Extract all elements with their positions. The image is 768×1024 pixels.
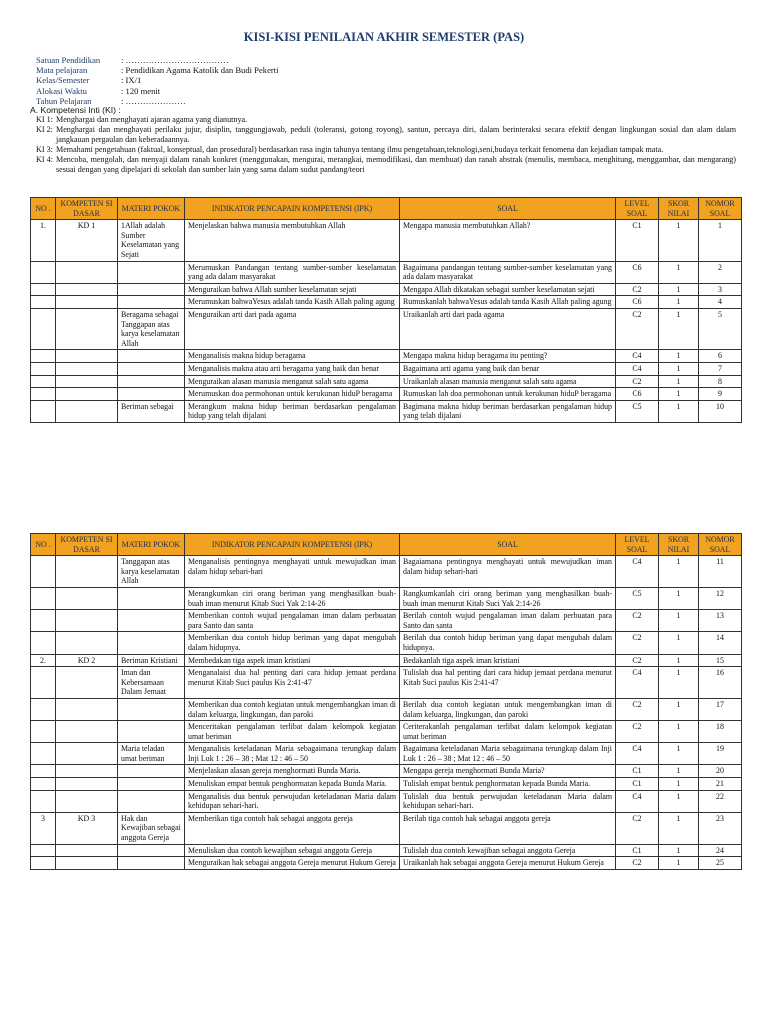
table-row: [31, 362, 742, 375]
materi-cell: Hak dan Kewajiban sebagai anggota Gereja: [118, 812, 185, 844]
meta-row: Mata pelajaran : Pendidikan Agama Katolik dan Budi Pekerti: [36, 65, 279, 76]
kd-cell: [56, 790, 118, 812]
nomor-cell: 9: [699, 388, 742, 401]
no-cell: [31, 765, 56, 778]
col-soal-header: SOAL: [400, 534, 616, 556]
kd-cell: [56, 308, 118, 349]
skor-cell: 1: [659, 388, 699, 401]
table-row: [31, 778, 742, 791]
ipk-cell: Menganalisis keteladanan Maria sebagaimana terungkap dalam Inji Luk 1 : 26 – 38 ; Mat 12 : 46 – 50: [185, 743, 400, 765]
ipk-cell: Memberikan tiga contoh hak sebagai anggota gereja: [185, 812, 400, 844]
skor-cell: 1: [659, 654, 699, 667]
kd-cell: [56, 610, 118, 632]
ipk-cell: Menguraikan bahwa Allah sumber keselamatan sejati: [185, 283, 400, 296]
kd-cell: [56, 283, 118, 296]
soal-cell: Bagaimana arti agama yang baik dan benar: [400, 362, 616, 375]
skor-cell: 1: [659, 261, 699, 283]
col-materi-header: MATERI POKOK: [118, 198, 185, 220]
soal-cell: Mengapa makna hidup beragama itu penting?: [400, 350, 616, 363]
col-ipk-header: INDIKATOR PENCAPAIN KOMPETENSI (IPK): [185, 534, 400, 556]
ipk-cell: Menganalisis makna atau arti beragama yang baik dan benar: [185, 362, 400, 375]
no-cell: [31, 296, 56, 309]
kisi-table-1: [30, 197, 742, 423]
nomor-cell: 14: [699, 632, 742, 654]
no-cell: [31, 632, 56, 654]
ki-heading: A. Kompetensi Inti (KI) :: [30, 105, 121, 115]
table-row: [31, 765, 742, 778]
ipk-cell: Menjelaskan alasan gereja menghormati Bunda Maria.: [185, 765, 400, 778]
no-cell: [31, 667, 56, 699]
materi-cell: [118, 375, 185, 388]
ipk-cell: Menganalaisi dua hal penting dari cara hidup jemaat perdana menurut Kitab Suci paulus Kis 2:41-47: [185, 667, 400, 699]
no-cell: [31, 556, 56, 588]
ipk-cell: Merangkumkan ciri orang beriman yang menghasilkan buah-buah iman menurut Kitab Suci Yak 2:14-26: [185, 587, 400, 609]
col-level-header: LEVEL SOAL: [616, 198, 659, 220]
soal-cell: Tulislah empat bentuk penghormatan kepada Bunda Maria.: [400, 778, 616, 791]
ipk-cell: Menguraikan alasan manusia menganut salah satu agama: [185, 375, 400, 388]
materi-cell: [118, 857, 185, 870]
materi-cell: Beriman sebagai: [118, 400, 185, 422]
skor-cell: 1: [659, 632, 699, 654]
nomor-cell: 12: [699, 587, 742, 609]
table-row: [31, 654, 742, 667]
ipk-cell: Memberikan dua contoh kegiatan untuk mengembangkan iman di dalam keluarga, lingkungan, dan paroki: [185, 698, 400, 720]
no-cell: [31, 375, 56, 388]
ipk-cell: Menguraikan hak sebagai anggota Gereja menurut Hukum Gereja: [185, 857, 400, 870]
level-cell: C2: [616, 721, 659, 743]
ipk-cell: Menjelaskan bahwa manusia membutuhkan Allah: [185, 220, 400, 261]
materi-cell: Maria teladan umat beriman: [118, 743, 185, 765]
no-cell: [31, 844, 56, 857]
soal-cell: Bagaimana keteladanan Maria sebagaimana terungkap dalam Inji Luk 1 : 26 – 38 ; Mat 12 : 46 – 50: [400, 743, 616, 765]
materi-cell: [118, 844, 185, 857]
soal-cell: Rumuskan lah doa permohonan untuk kerukunan hiduP beragama: [400, 388, 616, 401]
table-row: [31, 857, 742, 870]
nomor-cell: 5: [699, 308, 742, 349]
table-row: [31, 388, 742, 401]
table-row: [31, 610, 742, 632]
nomor-cell: 4: [699, 296, 742, 309]
soal-cell: Rangkumkanlah ciri orang beriman yang menghasilkan buah-buah iman menurut Kitab Suci Yak 2:14-26: [400, 587, 616, 609]
no-cell: [31, 857, 56, 870]
nomor-cell: 20: [699, 765, 742, 778]
skor-cell: 1: [659, 698, 699, 720]
materi-cell: [118, 721, 185, 743]
table-row: [31, 350, 742, 363]
materi-cell: [118, 632, 185, 654]
kd-cell: KD 2: [56, 654, 118, 667]
kd-cell: [56, 765, 118, 778]
skor-cell: 1: [659, 220, 699, 261]
level-cell: C1: [616, 844, 659, 857]
table-row: [31, 261, 742, 283]
nomor-cell: 15: [699, 654, 742, 667]
level-cell: C1: [616, 220, 659, 261]
no-cell: [31, 388, 56, 401]
skor-cell: 1: [659, 721, 699, 743]
nomor-cell: 17: [699, 698, 742, 720]
col-materi-header: MATERI POKOK: [118, 534, 185, 556]
kd-cell: KD 1: [56, 220, 118, 261]
level-cell: C1: [616, 765, 659, 778]
level-cell: C2: [616, 698, 659, 720]
skor-cell: 1: [659, 610, 699, 632]
level-cell: C4: [616, 790, 659, 812]
materi-cell: [118, 388, 185, 401]
skor-cell: 1: [659, 857, 699, 870]
level-cell: C4: [616, 667, 659, 699]
table-row: [31, 375, 742, 388]
no-cell: [31, 362, 56, 375]
skor-cell: 1: [659, 812, 699, 844]
kd-cell: [56, 778, 118, 791]
col-kd-header: KOMPETEN SI DASAR: [56, 534, 118, 556]
ipk-cell: Memberikan dua contoh hidup beriman yang dapat mengubah dalam hidupnya.: [185, 632, 400, 654]
nomor-cell: 3: [699, 283, 742, 296]
level-cell: C5: [616, 587, 659, 609]
table-body: [31, 220, 742, 423]
nomor-cell: 25: [699, 857, 742, 870]
level-cell: C2: [616, 308, 659, 349]
materi-cell: [118, 698, 185, 720]
skor-cell: 1: [659, 790, 699, 812]
no-cell: [31, 698, 56, 720]
table-row: [31, 790, 742, 812]
level-cell: C4: [616, 743, 659, 765]
soal-cell: Uraikanlah hak sebagai anggota Gereja menurut Hukum Gereja: [400, 857, 616, 870]
ipk-cell: Menuliskan empat bentuk penghormatan kepada Bunda Maria.: [185, 778, 400, 791]
level-cell: C4: [616, 362, 659, 375]
no-cell: [31, 610, 56, 632]
table-row: [31, 721, 742, 743]
no-cell: [31, 743, 56, 765]
table-row: [31, 812, 742, 844]
col-no-header: NO .: [31, 534, 56, 556]
skor-cell: 1: [659, 362, 699, 375]
no-cell: [31, 400, 56, 422]
materi-cell: [118, 610, 185, 632]
skor-cell: 1: [659, 743, 699, 765]
level-cell: C2: [616, 283, 659, 296]
table-row: [31, 632, 742, 654]
table-header-row: [31, 534, 742, 556]
col-soal-header: SOAL: [400, 198, 616, 220]
table-row: [31, 220, 742, 261]
kd-cell: [56, 350, 118, 363]
table-row: [31, 743, 742, 765]
kd-cell: [56, 556, 118, 588]
nomor-cell: 13: [699, 610, 742, 632]
ipk-cell: Menganalisis dua bentuk perwujudan keteladanan Maria dalam kehidupan sehari-hari.: [185, 790, 400, 812]
level-cell: C4: [616, 350, 659, 363]
table-row: [31, 308, 742, 349]
ipk-cell: Merangkum makna hidup beriman berdasarkan pengalaman hidup yang telah dijalani: [185, 400, 400, 422]
nomor-cell: 23: [699, 812, 742, 844]
ipk-cell: Merumuskan Pandangan tentang sumber-sumber keselamatan yang ada dalam masyarakat: [185, 261, 400, 283]
materi-cell: Beragama sebagai Tanggapan atas karya keselamatan Allah: [118, 308, 185, 349]
skor-cell: 1: [659, 667, 699, 699]
document-title: KISI-KISI PENILAIAN AKHIR SEMESTER (PAS): [243, 30, 525, 44]
soal-cell: Bagaimana pandangan tentang sumber-sumber keselamatan yang ada dalam masyarakat: [400, 261, 616, 283]
skor-cell: 1: [659, 765, 699, 778]
nomor-cell: 8: [699, 375, 742, 388]
no-cell: 2.: [31, 654, 56, 667]
materi-cell: [118, 790, 185, 812]
col-ipk-header: INDIKATOR PENCAPAIN KOMPETENSI (IPK): [185, 198, 400, 220]
kd-cell: [56, 667, 118, 699]
materi-cell: [118, 778, 185, 791]
kd-cell: [56, 857, 118, 870]
kd-cell: [56, 261, 118, 283]
level-cell: C2: [616, 812, 659, 844]
kd-cell: [56, 296, 118, 309]
kd-cell: [56, 375, 118, 388]
col-level-header: LEVEL SOAL: [616, 534, 659, 556]
ipk-cell: Menganalisis makna hidup beragama: [185, 350, 400, 363]
table-row: [31, 844, 742, 857]
kd-cell: KD 3: [56, 812, 118, 844]
kd-cell: [56, 632, 118, 654]
kd-cell: [56, 362, 118, 375]
meta-row: Kelas/Semester : IX/1: [36, 75, 142, 86]
ipk-cell: Merumuskan bahwaYesus adalah tanda Kasih Allah paling agung: [185, 296, 400, 309]
table-row: [31, 587, 742, 609]
ipk-cell: Menceritakan pengalaman terlibat dalam kelompok kegiatan umat beriman: [185, 721, 400, 743]
soal-cell: Ceriterakanlah pengalaman terlibat dalam kelompok kegiatan umat beriman: [400, 721, 616, 743]
no-cell: [31, 721, 56, 743]
kd-cell: [56, 400, 118, 422]
soal-cell: Uraikanlah alasan manusia menganut salah satu agama: [400, 375, 616, 388]
soal-cell: Tulislah dua contoh kewajiban sebagai anggota Gereja: [400, 844, 616, 857]
level-cell: C2: [616, 654, 659, 667]
meta-row: Tahun Pelajaran : …………………: [36, 95, 186, 106]
level-cell: C2: [616, 857, 659, 870]
soal-cell: Berilah contoh wujud pengalaman iman dalam perbuatan para Santo dan santa: [400, 610, 616, 632]
no-cell: [31, 778, 56, 791]
ipk-cell: Memberikan contoh wujud pengalaman iman dalam perbuatan para Santo dan santa: [185, 610, 400, 632]
col-skor-header: SKOR NILAI: [659, 198, 699, 220]
soal-cell: Bagaiamana pentingnya menghayati untuk mewujudkan iman dalam hidup sehari-hari: [400, 556, 616, 588]
materi-cell: [118, 261, 185, 283]
table-row: [31, 400, 742, 422]
ipk-cell: Membedakan tiga aspek iman kristiani: [185, 654, 400, 667]
materi-cell: Tanggapan atas karya keselamatan Allah: [118, 556, 185, 588]
ki-item: KI 1: Menghargai dan menghayati ajaran agama yang dianutnya.: [36, 115, 248, 124]
no-cell: [31, 350, 56, 363]
skor-cell: 1: [659, 296, 699, 309]
level-cell: C6: [616, 388, 659, 401]
ki-list: [36, 115, 736, 175]
materi-cell: 1Allah adalah Sumber Keselamatan yang Sejati: [118, 220, 185, 261]
nomor-cell: 21: [699, 778, 742, 791]
skor-cell: 1: [659, 587, 699, 609]
ki-item: KI 2: Menghargai dan menghayati perilaku jujur, disiplin, tanggungjawab, peduli (toleransi, gotong royong), santun, percaya diri, dalam berinteraksi secara efektif dengan lingkungan sosial dan alam dalam jangkauan pergaulan dan keberadaannya.: [36, 125, 736, 144]
kd-cell: [56, 587, 118, 609]
ipk-cell: Merumuskan doa permohonan untuk kerukunan hiduP beragama: [185, 388, 400, 401]
no-cell: 1.: [31, 220, 56, 261]
table-row: [31, 283, 742, 296]
no-cell: 3: [31, 812, 56, 844]
no-cell: [31, 283, 56, 296]
table-row: [31, 296, 742, 309]
kd-cell: [56, 388, 118, 401]
skor-cell: 1: [659, 844, 699, 857]
skor-cell: 1: [659, 283, 699, 296]
ipk-cell: Menganalisis pentingnya menghayati untuk mewujudkan iman dalam hidup sehari-hari: [185, 556, 400, 588]
materi-cell: Beriman Kristiani: [118, 654, 185, 667]
level-cell: C4: [616, 556, 659, 588]
nomor-cell: 11: [699, 556, 742, 588]
table-header-row: [31, 198, 742, 220]
level-cell: C6: [616, 261, 659, 283]
nomor-cell: 18: [699, 721, 742, 743]
materi-cell: [118, 350, 185, 363]
level-cell: C1: [616, 778, 659, 791]
ki-item: KI 3: Memahami pengetahuan (faktual, konseptual, dan prosedural) berdasarkan rasa ingin tahunya tentang ilmu pengetahuan,teknologi,seni,budaya terkait fenomena dan kejadian tampak mata.: [36, 145, 664, 154]
kd-cell: [56, 844, 118, 857]
soal-cell: Berilah dua contoh hidup beriman yang dapat mengubah dalam hidupnya.: [400, 632, 616, 654]
level-cell: C6: [616, 296, 659, 309]
soal-cell: Uraikanlah arti dari pada agama: [400, 308, 616, 349]
soal-cell: Tulislah dua bentuk perwujudan keteladanan Maria dalam kehidupan sehari-hari.: [400, 790, 616, 812]
materi-cell: [118, 765, 185, 778]
skor-cell: 1: [659, 400, 699, 422]
table-body: [31, 556, 742, 870]
col-no-header: NO .: [31, 198, 56, 220]
nomor-cell: 7: [699, 362, 742, 375]
nomor-cell: 24: [699, 844, 742, 857]
skor-cell: 1: [659, 308, 699, 349]
ki-item: KI 4: Mencoba, mengolah, dan menyaji dalam ranah konkret (menggunakan, mengurai, merangkai, memodifikasi, dan membuat) dan ranah abstrak (menulis, membaca, menghitung, menggambar, dan mengarang) sesuai dengan yang dipelajari di sekolah dan sumber lain yang sama dalam sudut pandang/teori: [36, 155, 736, 174]
soal-cell: Mengapa Allah dikatakan sebagai sumber keselamatan sejati: [400, 283, 616, 296]
materi-cell: [118, 296, 185, 309]
soal-cell: Berilah dua contoh kegiatan untuk mengembangkan iman di dalam keluarga, lingkungan, dan paroki: [400, 698, 616, 720]
soal-cell: Tulislah dua hal penting dari cara hidup jemaat perdana menurut Kitab Suci paulus Kis 2:41-47: [400, 667, 616, 699]
skor-cell: 1: [659, 556, 699, 588]
skor-cell: 1: [659, 350, 699, 363]
col-skor-header: SKOR NILAI: [659, 534, 699, 556]
no-cell: [31, 587, 56, 609]
nomor-cell: 22: [699, 790, 742, 812]
nomor-cell: 1: [699, 220, 742, 261]
no-cell: [31, 790, 56, 812]
soal-cell: Berilah tiga contoh hak sebagai anggota gereja: [400, 812, 616, 844]
nomor-cell: 16: [699, 667, 742, 699]
soal-cell: Bedakanlah tiga aspek iman kristiani: [400, 654, 616, 667]
table-row: [31, 667, 742, 699]
meta-row: Satuan Pendidikan : ………………………………: [36, 55, 229, 65]
no-cell: [31, 261, 56, 283]
soal-cell: Bagimana makna hidup beriman berdasarkan pengalaman hidup yang telah dijalani: [400, 400, 616, 422]
meta-row: Alokasi Waktu : 120 menit: [36, 85, 161, 96]
col-nomor-header: NOMOR SOAL: [699, 198, 742, 220]
level-cell: C2: [616, 610, 659, 632]
col-kd-header: KOMPETEN SI DASAR: [56, 198, 118, 220]
ipk-cell: Menuliskan dua contoh kewajiban sebagai anggota Gereja: [185, 844, 400, 857]
no-cell: [31, 308, 56, 349]
materi-cell: [118, 587, 185, 609]
materi-cell: [118, 362, 185, 375]
ipk-cell: Menguraikan arti dari pada agama: [185, 308, 400, 349]
soal-cell: Mengapa gereja menghormati Bunda Maria?: [400, 765, 616, 778]
materi-cell: [118, 283, 185, 296]
nomor-cell: 10: [699, 400, 742, 422]
table-row: [31, 698, 742, 720]
level-cell: C2: [616, 632, 659, 654]
skor-cell: 1: [659, 778, 699, 791]
nomor-cell: 2: [699, 261, 742, 283]
table-row: [31, 556, 742, 588]
kd-cell: [56, 721, 118, 743]
level-cell: C5: [616, 400, 659, 422]
col-nomor-header: NOMOR SOAL: [699, 534, 742, 556]
skor-cell: 1: [659, 375, 699, 388]
nomor-cell: 6: [699, 350, 742, 363]
soal-cell: Mengapa manusia membutuhkan Allah?: [400, 220, 616, 261]
materi-cell: Iman dan Kebersamaan Dalam Jemaat: [118, 667, 185, 699]
nomor-cell: 19: [699, 743, 742, 765]
kd-cell: [56, 698, 118, 720]
identity-block: [36, 55, 279, 106]
kisi-table-2: [30, 533, 742, 870]
soal-cell: Rumuskanlah bahwaYesus adalah tanda Kasih Allah paling agung: [400, 296, 616, 309]
kd-cell: [56, 743, 118, 765]
level-cell: C2: [616, 375, 659, 388]
